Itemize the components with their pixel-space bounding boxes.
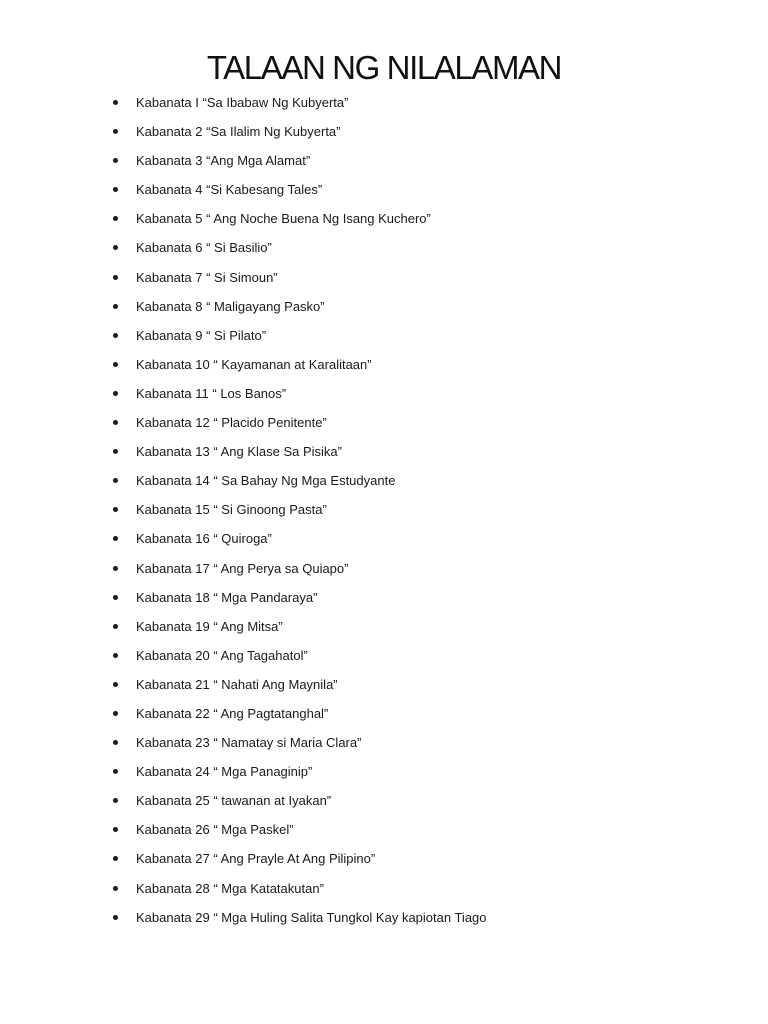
bullet-icon	[113, 798, 118, 803]
list-item	[0, 878, 768, 907]
bullet-icon	[113, 216, 118, 221]
list-item	[0, 616, 768, 645]
list-item-text: Kabanata 4 “Si Kabesang Tales”	[136, 182, 323, 198]
list-item-text: Kabanata 5 “ Ang Noche Buena Ng Isang Kuchero”	[136, 211, 431, 227]
list-item	[0, 208, 768, 237]
list-item	[0, 587, 768, 616]
list-item-text: Kabanata 14 “ Sa Bahay Ng Mga Estudyante	[136, 473, 396, 489]
list-item	[0, 528, 768, 557]
bullet-icon	[113, 420, 118, 425]
list-item-text: Kabanata 19 “ Ang Mitsa”	[136, 618, 283, 634]
list-item-text: Kabanata 12 “ Placido Penitente”	[136, 415, 327, 431]
list-item-text: Kabanata 10 “ Kayamanan at Karalitaan”	[136, 356, 372, 372]
table-of-contents-list	[0, 92, 768, 936]
list-item	[0, 703, 768, 732]
bullet-icon	[113, 595, 118, 600]
list-item	[0, 92, 768, 121]
bullet-icon	[113, 653, 118, 658]
bullet-icon	[113, 449, 118, 454]
bullet-icon	[113, 856, 118, 861]
list-item-text: Kabanata 21 “ Nahati Ang Maynila”	[136, 676, 338, 692]
list-item-text: Kabanata 8 “ Maligayang Pasko”	[136, 298, 325, 314]
list-item	[0, 470, 768, 499]
list-item	[0, 383, 768, 412]
list-item-text: Kabanata 6 “ Si Basilio”	[136, 240, 272, 256]
list-item-text: Kabanata 15 “ Si Ginoong Pasta”	[136, 502, 327, 518]
list-item-text: Kabanata 24 “ Mga Panaginip”	[136, 764, 313, 780]
bullet-icon	[113, 304, 118, 309]
bullet-icon	[113, 275, 118, 280]
list-item-text: Kabanata 3 “Ang Mga Alamat”	[136, 153, 311, 169]
bullet-icon	[113, 362, 118, 367]
list-item-text: Kabanata 23 “ Namatay si Maria Clara”	[136, 735, 362, 751]
list-item-text: Kabanata 9 “ Si Pilato”	[136, 327, 267, 343]
bullet-icon	[113, 158, 118, 163]
list-item	[0, 819, 768, 848]
list-item	[0, 325, 768, 354]
bullet-icon	[113, 100, 118, 105]
list-item-text: Kabanata 22 “ Ang Pagtatanghal”	[136, 705, 329, 721]
bullet-icon	[113, 740, 118, 745]
list-item	[0, 761, 768, 790]
list-item-text: Kabanata I “Sa Ibabaw Ng Kubyerta”	[136, 95, 349, 110]
bullet-icon	[113, 536, 118, 541]
list-item-text: Kabanata 17 “ Ang Perya sa Quiapo”	[136, 560, 349, 576]
list-item-text: Kabanata 28 “ Mga Katatakutan”	[136, 880, 324, 896]
list-item-text: Kabanata 26 “ Mga Paskel”	[136, 822, 294, 838]
bullet-icon	[113, 391, 118, 396]
bullet-icon	[113, 711, 118, 716]
bullet-icon	[113, 566, 118, 571]
list-item	[0, 150, 768, 179]
list-item	[0, 296, 768, 325]
list-item	[0, 412, 768, 441]
bullet-icon	[113, 682, 118, 687]
bullet-icon	[113, 187, 118, 192]
list-item	[0, 907, 768, 936]
bullet-icon	[113, 915, 118, 920]
bullet-icon	[113, 478, 118, 483]
bullet-icon	[113, 507, 118, 512]
list-item-text: Kabanata 2 “Sa Ilalim Ng Kubyerta”	[136, 124, 341, 140]
list-item	[0, 848, 768, 877]
list-item-text: Kabanata 25 “ tawanan at Iyakan”	[136, 793, 332, 809]
list-item	[0, 354, 768, 383]
list-item-text: Kabanata 11 “ Los Banos”	[136, 385, 287, 401]
bullet-icon	[113, 245, 118, 250]
page-title: TALAAN NG NILALAMAN	[206, 49, 562, 86]
list-item	[0, 645, 768, 674]
list-item-text: Kabanata 20 “ Ang Tagahatol”	[136, 647, 308, 663]
bullet-icon	[113, 624, 118, 629]
list-item	[0, 790, 768, 819]
bullet-icon	[113, 769, 118, 774]
list-item-text: Kabanata 18 “ Mga Pandaraya”	[136, 589, 318, 605]
list-item	[0, 674, 768, 703]
list-item-text: Kabanata 7 “ Si Simoun”	[136, 269, 278, 285]
list-item	[0, 121, 768, 150]
list-item	[0, 499, 768, 528]
bullet-icon	[113, 129, 118, 134]
list-item	[0, 179, 768, 208]
list-item	[0, 558, 768, 587]
list-item-text: Kabanata 13 “ Ang Klase Sa Pisika”	[136, 444, 342, 460]
list-item-text: Kabanata 29 “ Mga Huling Salita Tungkol Kay kapiotan Tiago	[136, 909, 487, 925]
list-item	[0, 237, 768, 266]
list-item-text: Kabanata 27 “ Ang Prayle At Ang Pilipino”	[136, 851, 376, 867]
bullet-icon	[113, 886, 118, 891]
list-item	[0, 267, 768, 296]
list-item	[0, 441, 768, 470]
bullet-icon	[113, 827, 118, 832]
list-item-text: Kabanata 16 “ Quiroga”	[136, 531, 272, 547]
list-item	[0, 732, 768, 761]
bullet-icon	[113, 333, 118, 338]
